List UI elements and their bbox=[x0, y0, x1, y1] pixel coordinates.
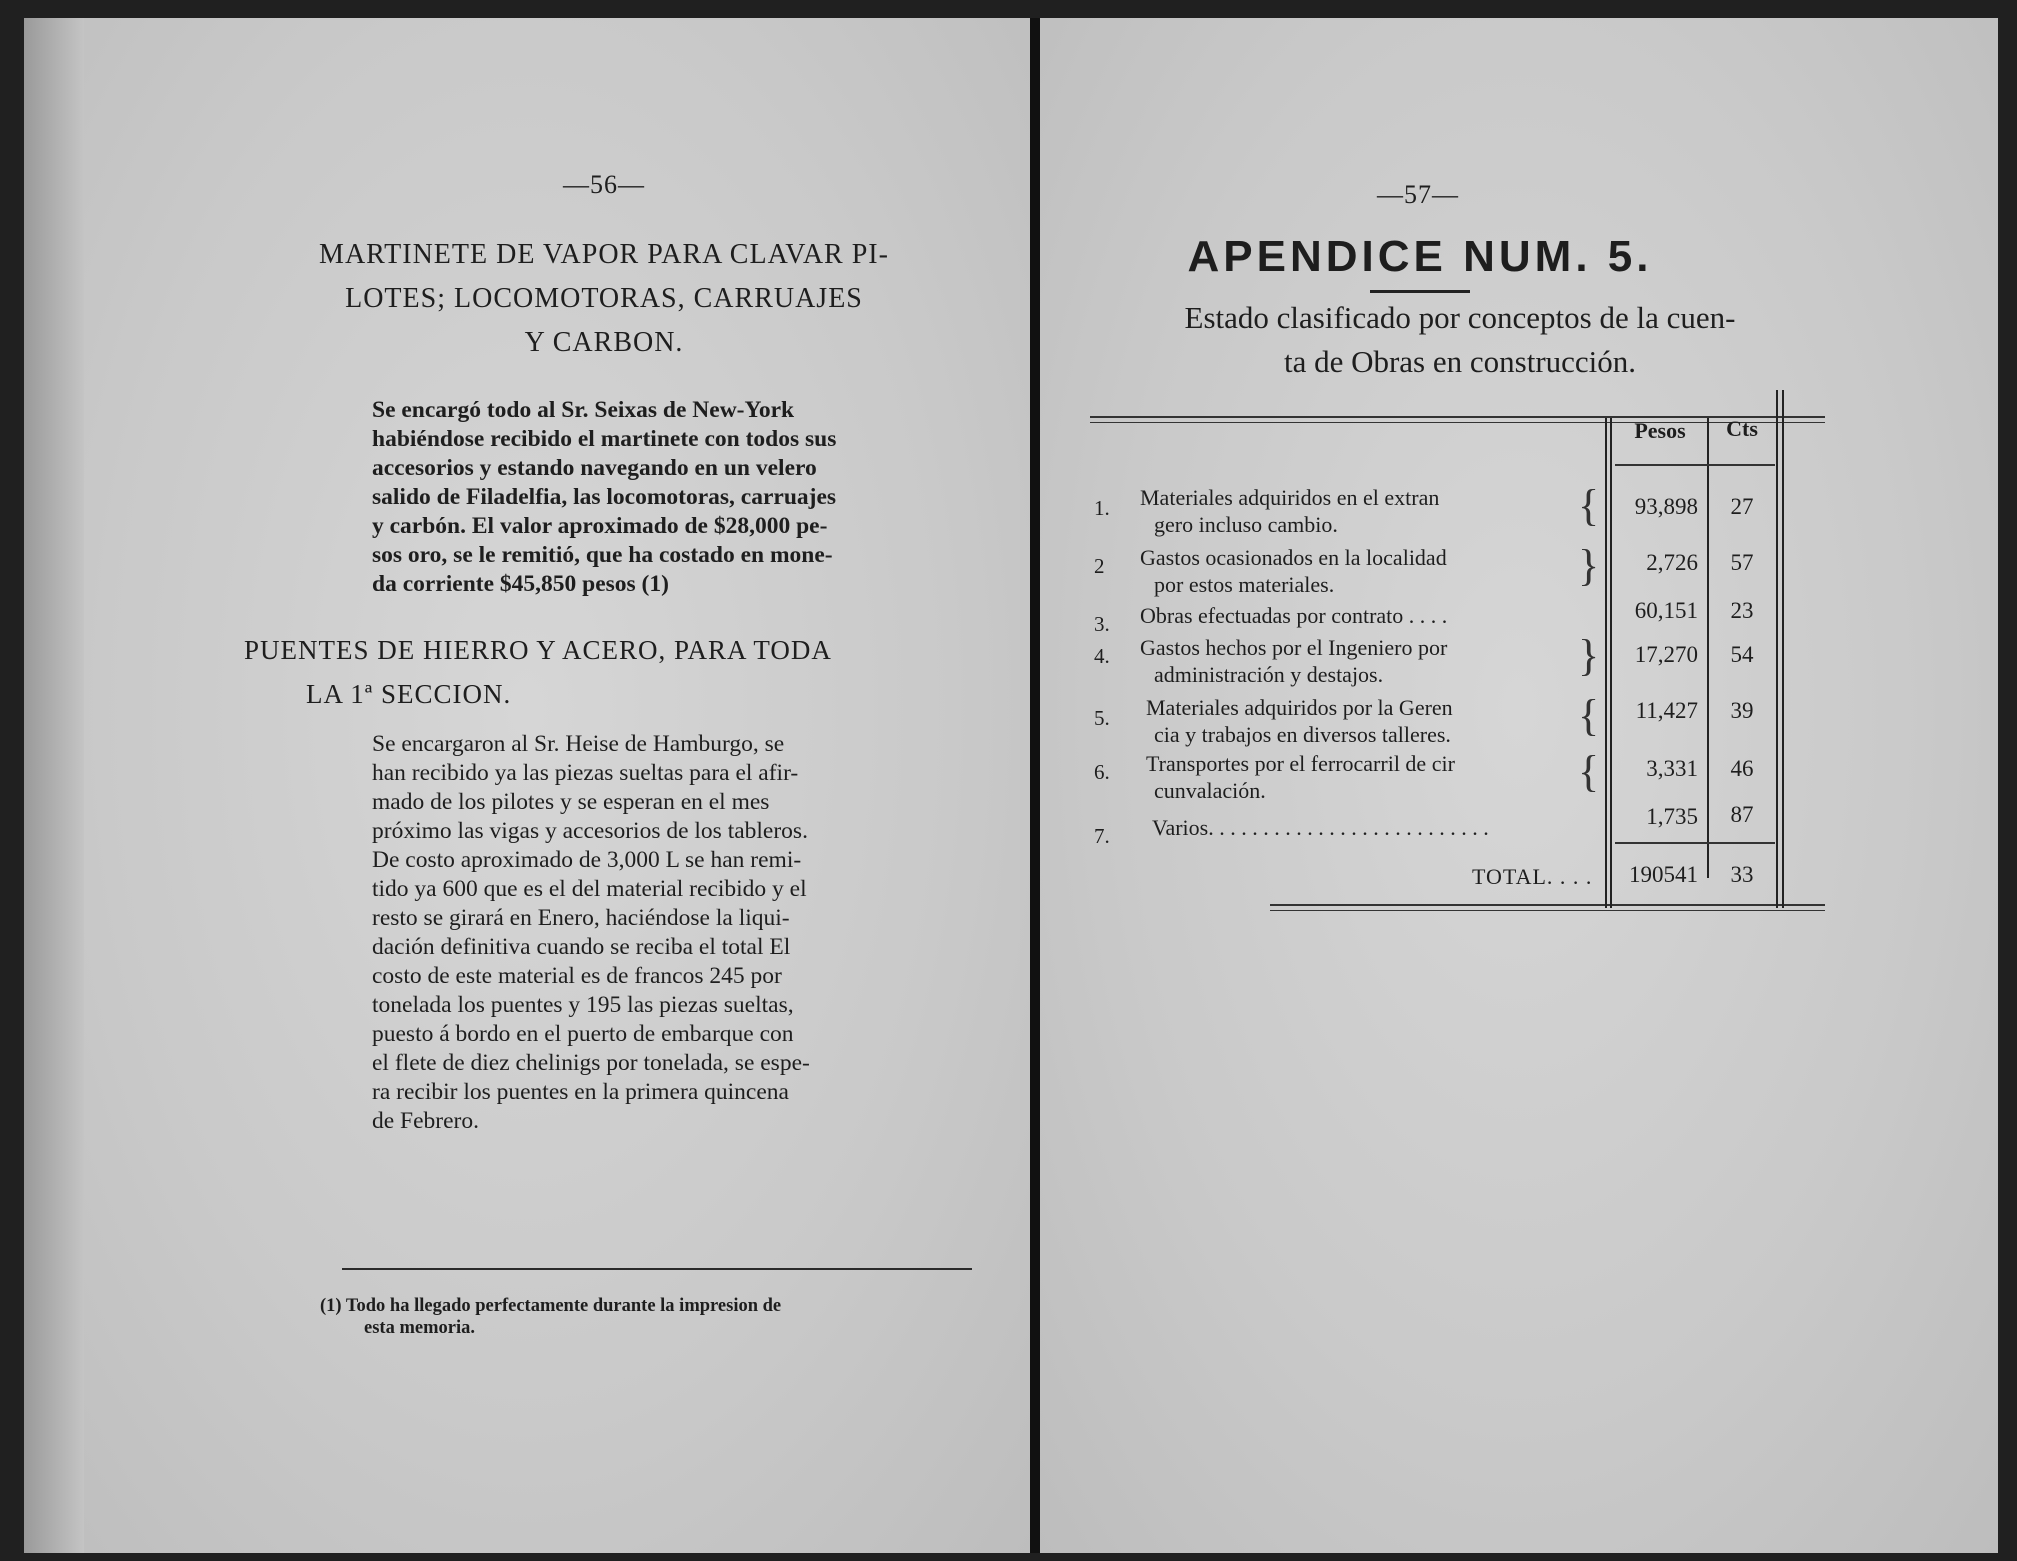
desc-line: administración y destajos. bbox=[1154, 662, 1384, 687]
table-bottom-rule-thin bbox=[1270, 910, 1825, 911]
column-divider bbox=[1782, 390, 1784, 908]
desc-line: Gastos hechos por el Ingeniero por bbox=[1140, 635, 1448, 660]
subtitle-line: ta de Obras en construcción. bbox=[1283, 344, 1637, 379]
header-underline bbox=[1615, 464, 1775, 466]
row-number: 2 bbox=[1094, 554, 1105, 578]
right-page bbox=[1040, 18, 1998, 1553]
appendix-title: APENDICE NUM. 5. bbox=[1187, 232, 1653, 281]
text-line: da corriente $45,850 pesos (1) bbox=[372, 571, 669, 597]
text-line: y carbón. El valor aproximado de $28,000 pe- bbox=[372, 513, 828, 539]
cell-cts: 57 bbox=[1730, 550, 1754, 575]
total-cts: 33 bbox=[1730, 862, 1754, 887]
heading-line: Y CARBON. bbox=[524, 327, 684, 358]
text-line: de Febrero. bbox=[372, 1108, 480, 1134]
table-bottom-rule bbox=[1270, 904, 1825, 906]
page-number: —57— bbox=[1377, 180, 1459, 209]
page-number: —56— bbox=[563, 170, 645, 199]
text-line: costo de este material es de francos 245 por bbox=[372, 963, 782, 989]
paragraph-martinete bbox=[372, 396, 970, 599]
cell-pesos: 93,898 bbox=[1634, 494, 1698, 519]
text-line: salido de Filadelfia, las locomotoras, carruajes bbox=[372, 484, 837, 510]
desc-line: Materiales adquiridos por la Geren bbox=[1146, 695, 1453, 720]
row-description bbox=[1140, 484, 1570, 538]
row-description bbox=[1152, 814, 1602, 841]
subtitle bbox=[1080, 296, 1840, 384]
desc-line: Transportes por el ferrocarril de cir bbox=[1146, 751, 1455, 776]
row-description bbox=[1146, 694, 1576, 748]
cell-pesos: 60,151 bbox=[1634, 598, 1698, 623]
book-gutter bbox=[1030, 18, 1040, 1553]
row-description bbox=[1140, 544, 1570, 598]
row-description bbox=[1140, 602, 1600, 629]
paragraph-puentes bbox=[372, 730, 970, 1136]
brace: } bbox=[1578, 631, 1600, 680]
heading-line: LOTES; LOCOMOTORAS, CARRUAJES bbox=[345, 283, 863, 314]
cell-pesos: 11,427 bbox=[1635, 698, 1698, 723]
row-number: 3. bbox=[1094, 612, 1110, 636]
row-number: 7. bbox=[1094, 824, 1110, 848]
row-number: 6. bbox=[1094, 760, 1110, 784]
text-line: De costo aproximado de 3,000 L se han remi- bbox=[372, 847, 802, 873]
brace: } bbox=[1578, 541, 1600, 590]
total-label: TOTAL. . . . bbox=[1472, 864, 1593, 889]
text-line: Se encargaron al Sr. Heise de Hamburgo, se bbox=[372, 731, 785, 757]
text-line: dación definitiva cuando se reciba el total El bbox=[372, 934, 791, 960]
row-number: 4. bbox=[1094, 644, 1110, 668]
cell-pesos: 1,735 bbox=[1646, 804, 1698, 829]
left-page bbox=[24, 18, 1030, 1553]
footnote-rule bbox=[342, 1268, 972, 1270]
desc-line: Materiales adquiridos en el extran bbox=[1140, 485, 1440, 510]
text-line: ra recibir los puentes en la primera quincena bbox=[372, 1079, 789, 1105]
brace: { bbox=[1578, 481, 1600, 530]
row-description bbox=[1140, 634, 1570, 688]
column-divider bbox=[1605, 418, 1607, 908]
desc-line: cunvalación. bbox=[1154, 778, 1266, 803]
text-line: Se encargó todo al Sr. Seixas de New-York bbox=[372, 397, 795, 423]
footnote-line: (1) Todo ha llegado perfectamente durante la impresion de bbox=[320, 1296, 782, 1316]
subtitle-line: Estado clasificado por conceptos de la cuen- bbox=[1184, 300, 1736, 335]
text-line: accesorios y estando navegando en un velero bbox=[372, 455, 817, 481]
row-number: 5. bbox=[1094, 706, 1110, 730]
cell-cts: 87 bbox=[1730, 802, 1754, 827]
column-divider bbox=[1776, 390, 1778, 908]
text-line: habiéndose recibido el martinete con todos sus bbox=[372, 426, 837, 452]
section-heading-puentes bbox=[244, 628, 964, 716]
text-line: mado de los pilotes y se esperan en el mes bbox=[372, 789, 770, 815]
text-line: próximo las vigas y accesorios de los tableros. bbox=[372, 818, 808, 844]
heading-line: LA 1ª SECCION. bbox=[306, 679, 512, 709]
desc-line: Obras efectuadas por contrato . . . . bbox=[1140, 603, 1448, 628]
column-divider bbox=[1610, 418, 1612, 908]
brace: { bbox=[1578, 747, 1600, 796]
cell-cts: 46 bbox=[1730, 756, 1754, 781]
column-divider bbox=[1707, 418, 1709, 878]
cell-cts: 39 bbox=[1730, 698, 1754, 723]
row-number: 1. bbox=[1094, 496, 1110, 520]
text-line: sos oro, se le remitió, que ha costado en mone- bbox=[372, 542, 833, 568]
footnote bbox=[320, 1295, 980, 1339]
row-description bbox=[1146, 750, 1576, 804]
text-line: el flete de diez chelinigs por tonelada, se espe- bbox=[372, 1050, 810, 1076]
heading-line: MARTINETE DE VAPOR PARA CLAVAR PI- bbox=[319, 239, 889, 270]
brace: { bbox=[1578, 691, 1600, 740]
text-line: tonelada los puentes y 195 las piezas sueltas, bbox=[372, 992, 794, 1018]
desc-line: Gastos ocasionados en la localidad bbox=[1140, 545, 1447, 570]
desc-line: Varios. . . . . . . . . . . . . . . . . . . . . . . . . . bbox=[1152, 815, 1489, 840]
cell-pesos: 2,726 bbox=[1646, 550, 1698, 575]
header-cts: Cts bbox=[1726, 416, 1758, 441]
title-rule bbox=[1370, 290, 1470, 293]
desc-line: por estos materiales. bbox=[1154, 572, 1335, 597]
desc-line: cia y trabajos en diversos talleres. bbox=[1154, 722, 1451, 747]
cell-cts: 27 bbox=[1730, 494, 1754, 519]
section-heading-martinete bbox=[254, 233, 954, 365]
cell-cts: 23 bbox=[1730, 598, 1754, 623]
cell-pesos: 3,331 bbox=[1646, 756, 1698, 781]
cell-cts: 54 bbox=[1730, 642, 1754, 667]
total-pesos: 190541 bbox=[1629, 862, 1698, 887]
desc-line: gero incluso cambio. bbox=[1154, 512, 1338, 537]
footnote-line: esta memoria. bbox=[364, 1318, 475, 1338]
total-rule bbox=[1615, 842, 1775, 844]
text-line: puesto á bordo en el puerto de embarque con bbox=[372, 1021, 794, 1047]
heading-line: PUENTES DE HIERRO Y ACERO, PARA TODA bbox=[244, 635, 832, 665]
header-pesos: Pesos bbox=[1634, 418, 1686, 443]
text-line: tido ya 600 que es el del material recibido y el bbox=[372, 876, 807, 902]
cell-pesos: 17,270 bbox=[1634, 642, 1698, 667]
text-line: resto se girará en Enero, haciéndose la liqui- bbox=[372, 905, 790, 931]
page-edge-shadow bbox=[24, 18, 84, 1553]
text-line: han recibido ya las piezas sueltas para el afir- bbox=[372, 760, 799, 786]
